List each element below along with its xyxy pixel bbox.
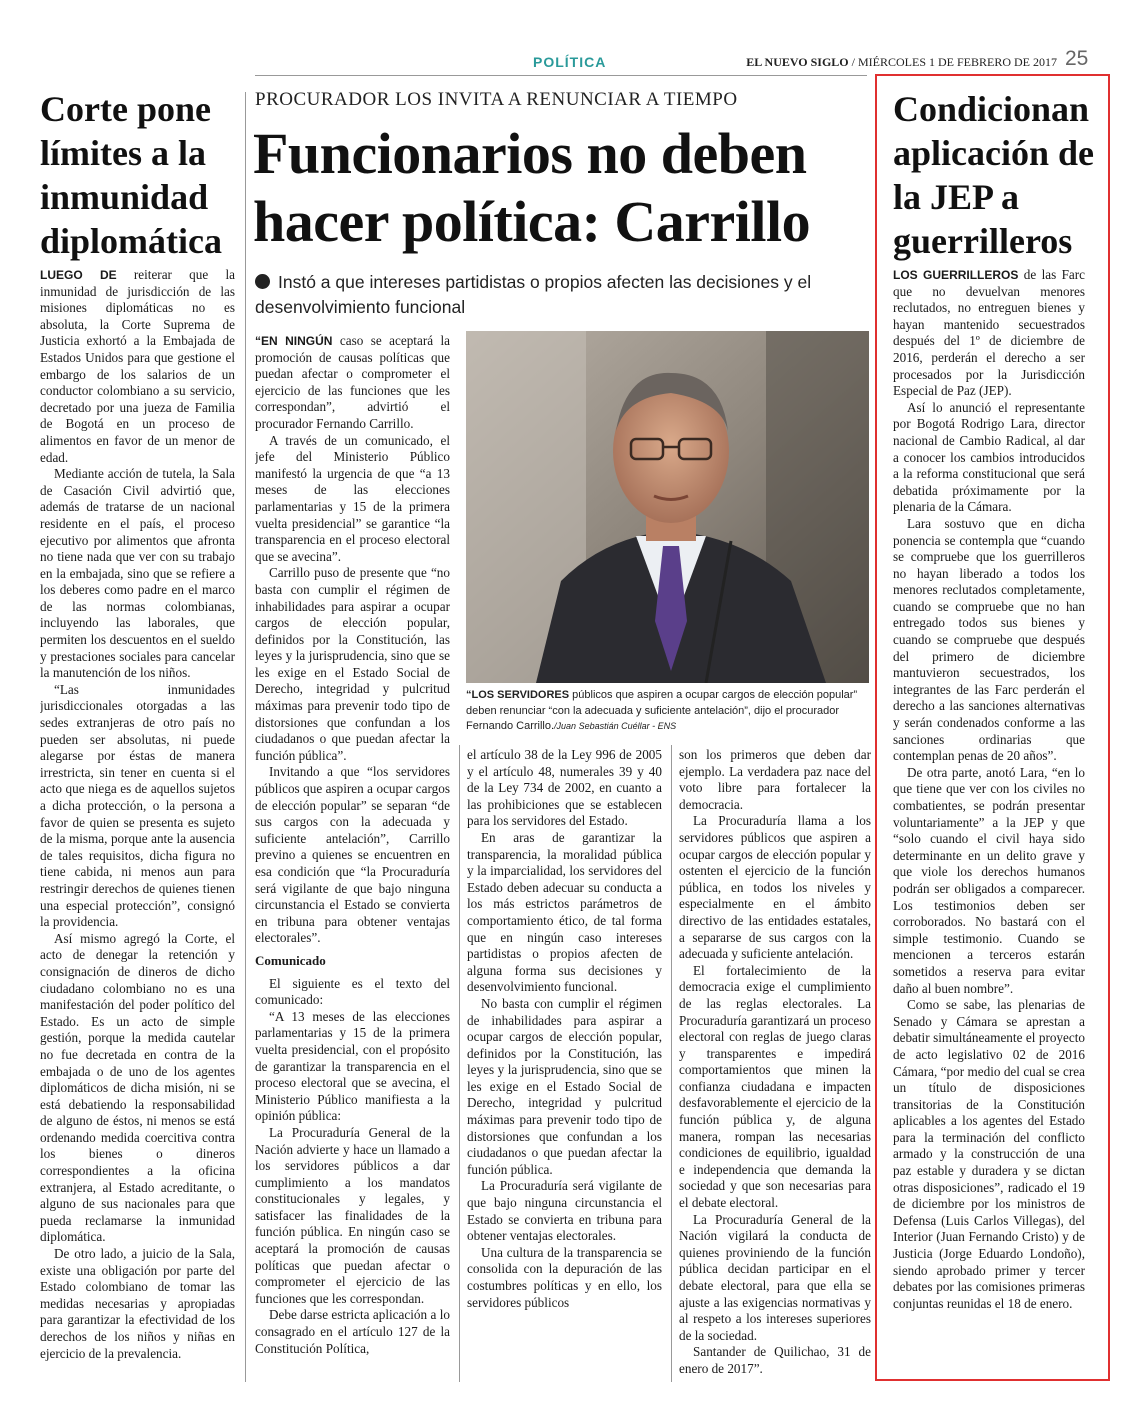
paragraph: son los primeros que deben dar ejemplo. La verdadera paz nace del voto libre para fortalecer la democracia.	[679, 747, 871, 812]
paragraph: “EN NINGÚN caso se aceptará la promoción de causas políticas que puedan afectar o comprometer el ejercicio de las funciones que les correspondan”, advirtió el procurador Fernando Carrillo.	[255, 333, 450, 431]
paragraph: La Procuraduría General de la Nación vigilará la conducta de quienes proviniendo de la función pública decidan participar en el debate electoral, para que ella se ajuste a las exigencias normativas y al respeto a los intereses superiores de la sociedad.	[679, 1211, 871, 1343]
section-label: POLÍTICA	[533, 54, 607, 70]
paragraph: La Procuraduría General de la Nación advierte y hace un llamado a los servidores públicos a dar cumplimiento a los mandatos constitucionales y legales, y satisfacer las finalidades de la función pública. En ningún caso se aceptará la promoción de causas políticas que puedan afectar o comprometer el ejercicio de las funciones que les correspondan.	[255, 1124, 450, 1306]
page-number: 25	[1065, 47, 1089, 70]
paragraph: Así mismo agregó la Corte, el acto de denegar la retención y consignación de dineros de dicho ciudadano colombiano no es una manifestación del poder político del Estado. Es un acto de simple gestión, porque la medida cautelar no fue decretada en contra de la embajada o de uno de los agentes diplomáticos de dicha misión, ni se está debatiendo la responsabilidad de alguno de éstos, ni menos se está ordenando medida coercitiva contra los bienes o dineros correspondientes a la oficina extranjera, al Estado acreditante, o alguno de sus nacionales para que pueda reclamarse la inmunidad diplomática.	[40, 930, 235, 1245]
right-article-body	[893, 267, 1085, 1377]
paragraph: Como se sabe, las plenarias de Senado y Cámara se aprestan a debatir simultáneamente el proyecto de acto legislativo 02 de 2016 Cámara, “por medio del cual se crea un título de disposiciones transitorias de la Constitución aplicables a los agentes del Estado para la terminación del conflicto armado y la construcción de una paz estable y duradera y se dictan otras disposiciones”, radicado el 19 de diciembre por los ministros de Defensa (Luis Carlos Villegas), del Interior (Juan Fernando Cristo) y de Justicia (Jorge Eduardo Londoño), siendo aprobado primer y tercer debates por las comisiones primeras conjuntas reunidas el 18 de enero.	[893, 997, 1085, 1311]
header-rule	[255, 75, 867, 76]
masthead	[746, 55, 1057, 70]
paragraph: Una cultura de la transparencia se consolida con la depuración de las costumbres políticas y en ello, los servidores públicos	[467, 1244, 662, 1310]
paragraph: LOS GUERRILLEROS de las Farc que no devuelvan menores reclutados, no entreguen bienes y hayan mantenido secuestrados después del 1º de diciembre de 2016, perderán el derecho a ser procesados por la Jurisdicción Especial de Paz (JEP).	[893, 267, 1085, 399]
left-article-body	[40, 267, 235, 1385]
paragraph: La Procuraduría llama a los servidores públicos que aspiren a ocupar cargos de elección popular y ostenten el ejercicio de la función pública, en todos los niveles y especialmente en el ámbito directivo de las entidades estatales, a separarse de sus cargos con la adecuada y suficiente antelación.	[679, 813, 871, 962]
photo-procurador	[466, 331, 869, 683]
main-article-col-1	[255, 333, 450, 1385]
brand-name: EL NUEVO SIGLO	[746, 55, 849, 69]
paragraph: A través de un comunicado, el jefe del Ministerio Público manifestó la urgencia de que “a 13 meses de las elecciones parlamentarias y 15 de la primera vuelta presidencial” se garantice “la transparencia en el proceso electoral que se avecina”.	[255, 432, 450, 564]
headline: Funcionarios no deben hacer política: Carrillo	[253, 121, 811, 254]
paragraph: El fortalecimiento de la democracia exige el cumplimiento de las reglas electorales. La Procuraduría garantizará un proceso electoral con reglas de juego claras y transparentes e impedirá comportamientos que minen la confianza ciudadana e impacten desfavorablemente el ejercicio de la función pública y, de alguna manera, rompan las necesarias condiciones de equilibrio, igualdad e independencia que demanda la sociedad y que son necesarias para el debate electoral.	[679, 962, 871, 1211]
main-article-col-2	[467, 747, 662, 1385]
left-article-title: Corte pone límites a la inmunidad diplomática	[40, 89, 223, 261]
kicker: PROCURADOR LOS INVITA A RENUNCIAR A TIEMPO	[255, 89, 738, 110]
paragraph: De otra parte, anotó Lara, “en lo que tiene que ver con los civiles no combatientes, se podrán presentar voluntariamente” a la JEP y que “solo cuando el civil haya sido determinante en un delito grave y que viole los derechos humanos podrán ser obligados a comparecer. Los testimonios deben ser corroborados. No bastará con el simple testimonio. Cuando se mencionen a terceros estarán sometidos a reserva para evitar daño al buen nombre”.	[893, 764, 1085, 996]
photo-credit: /Juan Sebastián Cuéllar - ENS	[554, 721, 677, 731]
paragraph: Carrillo puso de presente que “no basta con cumplir el régimen de inhabilidades para aspirar a ocupar cargos de elección popular, definidos por la Constitución, las leyes y la jurisprudencia, sino que se les exige en el Estado Social de Derecho, integridad y pulcritud máximas para prevenir todo tipo de distorsiones que confundan a los ciudadanos o que puedan afectar la función pública”.	[255, 565, 450, 763]
paragraph: En aras de garantizar la transparencia, la moralidad pública y la imparcialidad, los servidores del Estado deben adecuar su conducta a los más estrictos parámetros de comportamiento ético, de tal forma que en ningún caso intereses partidistas o propios afecten de alguna forma sus decisiones y desenvolvimiento funcional.	[467, 829, 662, 995]
main-article-col-3	[679, 747, 871, 1385]
right-article-title: Condicionan aplicación de la JEP a guerrilleros	[893, 89, 1095, 261]
paragraph: “Las inmunidades jurisdiccionales otorgadas a las sedes extranjeras de otro país no pueden ser absolutas, ni puede alegarse por éstas de manera irrestricta, sin tener en cuenta si el acto que niega es de aquellos sujetos a dicha protección, o la persona a favor de quien se presenta es sujeto de la misma, porque ante la ausencia de tales requisitos, dicha figura no tiene cabida, ni menos aun para restringir derechos de quienes tienen una especial protección”, consignó la providencia.	[40, 681, 235, 930]
issue-date: / MIÉRCOLES 1 DE FEBRERO DE 2017	[848, 55, 1057, 69]
lead-in: “EN NINGÚN	[255, 334, 333, 348]
paragraph: Debe darse estricta aplicación a lo consagrado en el artículo 127 de la Constitución Política,	[255, 1307, 450, 1356]
paragraph: Así lo anunció el representante por Bogotá Rodrigo Lara, director nacional de Cambio Radical, al dar a conocer los cambios introducidos a la reforma constitucional que será debatida próximamente por la plenaria de la Cámara.	[893, 399, 1085, 515]
paragraph: Lara sostuvo que en dicha ponencia se contempla que “cuando se compruebe que los guerrilleros no hayan liberado a todos los menores reclutados completamente, cuando se compruebe que no han entregado todos sus bienes y cuando se compruebe que después del primero de diciembre mantuvieron secuestrados, los integrantes de las Farc perderán el derecho a las sanciones alternativas y serán condenados conforme a las sanciones ordinarias que contemplan penas de 20 años”.	[893, 515, 1085, 764]
paragraph: Santander de Quilichao, 31 de enero de 2017”.	[679, 1344, 871, 1376]
subtitle: Comunicado	[255, 952, 326, 968]
paragraph: No basta con cumplir el régimen de inhabilidades para aspirar a ocupar cargos de elección popular, definidos por la Constitución, las leyes y la jurisprudencia, sino que se les exige en el Estado Social de Derecho, integridad y pulcritud máximas para prevenir todo tipo de distorsiones que confundan a los ciudadanos o que puedan afectar la función pública.	[467, 995, 662, 1177]
paragraph: “A 13 meses de las elecciones parlamentarias y 15 de la primera vuelta presidencial, con el propósito de garantizar la transparencia en el proceso electoral que se avecina, el Ministerio Público manifiesta a la opinión pública:	[255, 1008, 450, 1124]
bullet-icon	[255, 274, 270, 289]
photo-caption: “LOS SERVIDORES públicos que aspiren a ocupar cargos de elección popular” deben renunciar “con la adecuada y suficiente antelación”, dijo el procurador Fernando Carrillo./Juan Sebastián Cuéllar - ENS	[466, 689, 858, 732]
column-divider	[671, 745, 672, 1382]
column-divider-left	[245, 92, 246, 1382]
paragraph: el artículo 38 de la Ley 996 de 2005 y el artículo 48, numerales 39 y 40 de la Ley 734 de 2002, en cuanto a las prohibiciones que se establecen para los servidores del Estado.	[467, 747, 662, 829]
column-divider	[459, 745, 460, 1382]
paragraph: De otro lado, a juicio de la Sala, existe una obligación por parte del Estado colombiano de tomar las medidas necesarias y apropiadas para garantizar la efectividad de los derechos de los niños y niñas en ejercicio de la prevalencia.	[40, 1246, 235, 1361]
subhead: Instó a que intereses partidistas o propios afecten las decisiones y el desenvolvimiento funcional	[255, 272, 812, 317]
paragraph: Mediante acción de tutela, la Sala de Casación Civil advirtió que, además de tratarse de un nacional residente en el país, el proceso ejecutivo por alimentos que afronta no tiene nada que ver con su trabajo en la embajada, sino que se refiere a los deberes como padre en el marco de las normas colombianas, incluyendo las laborales, que permiten los descuentos en el sueldo y prestaciones sociales para cancelar la manutención de los niños.	[40, 466, 235, 681]
lead-in: LUEGO DE	[40, 268, 117, 282]
lead-in: LOS GUERRILLEROS	[893, 268, 1019, 282]
paragraph: LUEGO DE reiterar que la inmunidad de jurisdicción de las misiones diplomáticas no es absoluta, la Corte Suprema de Justicia exhortó a la Embajada de Estados Unidos para que gestione el embargo de los salarios de un conductor colombiano a su servicio, decretado por una jueza de Familia de Bogotá en un proceso de alimentos en favor de un menor de edad.	[40, 267, 235, 465]
paragraph: Invitando a que “los servidores públicos que aspiren a ocupar cargos de elección popular” se separan “de sus cargos con la adecuada y suficiente antelación”, Carrillo previno a quienes se encuentren en esa condición que “la Procuraduría será vigilante de que bajo ninguna circunstancia el Estado se convierta en tribuna para obtener ventajas electorales”.	[255, 764, 450, 946]
caption-lead: “LOS SERVIDORES	[466, 689, 570, 701]
paragraph: El siguiente es el texto del comunicado:	[255, 975, 450, 1008]
paragraph: La Procuraduría será vigilante de que bajo ninguna circunstancia el Estado se convierta en tribuna para obtener ventajas electorales.	[467, 1178, 662, 1244]
